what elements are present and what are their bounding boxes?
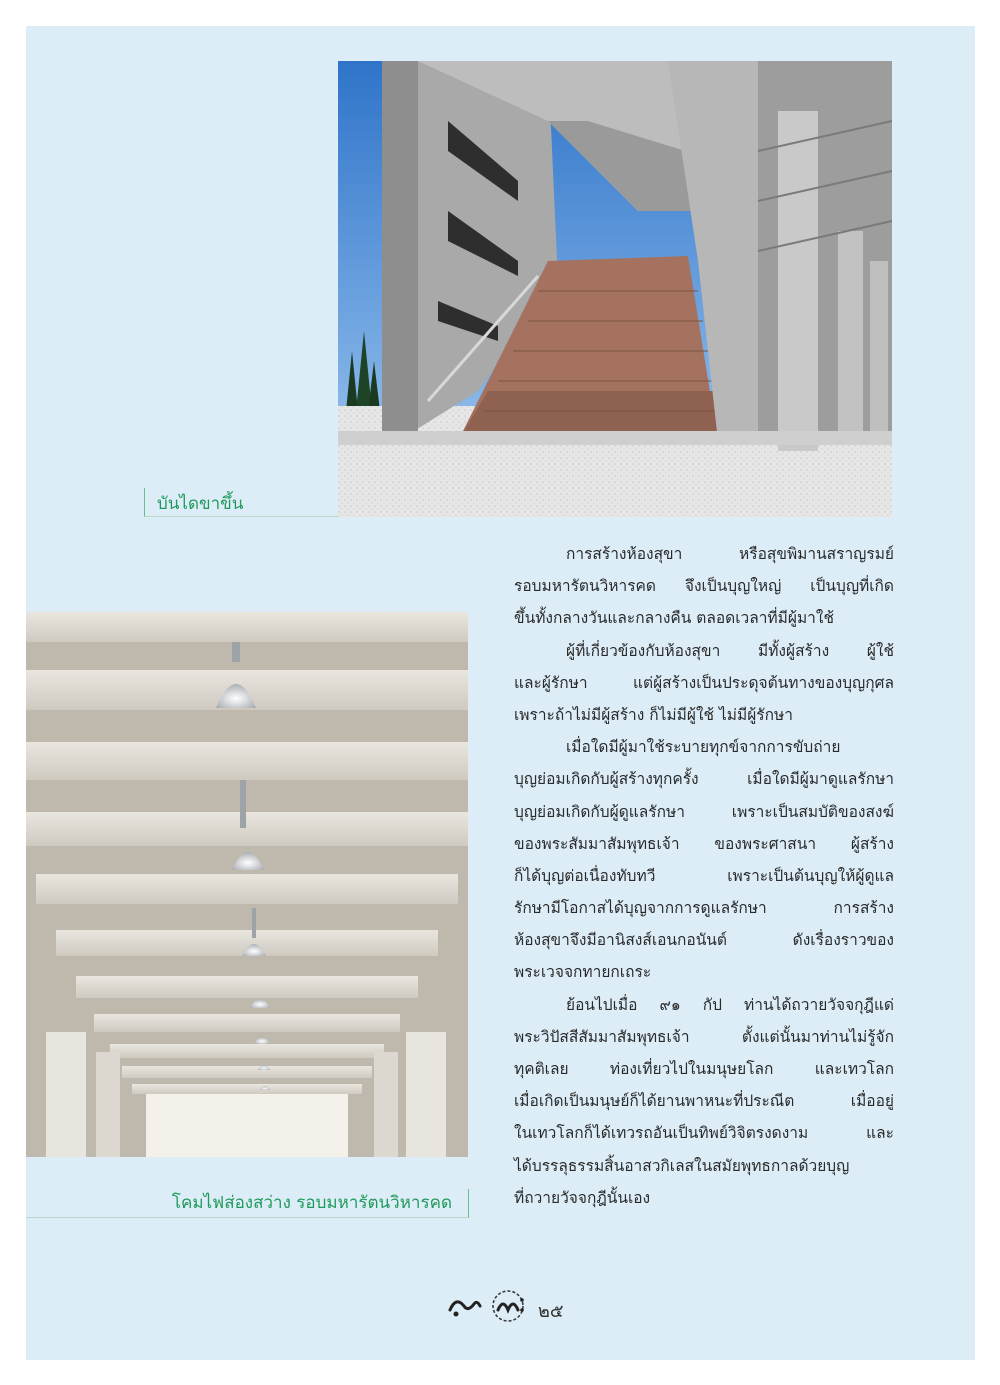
body-line: บุญย่อมเกิดกับผู้ดูแลรักษา เพราะเป็นสมบัติของสงฆ์: [514, 802, 894, 821]
body-line: พระเวจจกทายกเถระ: [514, 963, 652, 982]
body-line: ของพระสัมมาสัมพุทธเจ้า ของพระศาสนา ผู้สร้าง: [514, 834, 894, 853]
body-text: [514, 538, 894, 1214]
magazine-logo-icon: [446, 1288, 534, 1324]
page-number: ๒๕: [538, 1301, 564, 1322]
body-line: การสร้างห้องสุขา หรือสุขพิมานสราญรมย์: [566, 545, 894, 563]
ceiling-caption: [26, 1189, 469, 1218]
ceiling-caption-text: โคมไฟส่องสว่าง รอบมหารัตนวิหารคด: [171, 1193, 452, 1213]
body-line: เมื่อเกิดเป็นมนุษย์ก็ได้ยานพาหนะที่ประณีต เมื่ออยู่: [514, 1092, 894, 1111]
body-line: ก็ได้บุญต่อเนื่องทับทวี เพราะเป็นต้นบุญให้ผู้ดูแล: [514, 866, 894, 885]
body-line: บุญย่อมเกิดกับผู้สร้างทุกครั้ง เมื่อใดมีผู้มาดูแลรักษา: [514, 770, 894, 789]
body-line: พระวิปัสสีสัมมาสัมพุทธเจ้า ตั้งแต่นั้นมาท่านไม่รู้จัก: [514, 1027, 894, 1046]
body-line: ได้บรรลุธรรมสิ้นอาสวกิเลสในสมัยพุทธกาลด้วยบุญ: [514, 1156, 850, 1175]
staircase-caption: [144, 488, 339, 517]
ceiling-lamps-photo: [26, 612, 468, 1157]
body-line: รักษามีโอกาสได้บุญจากการดูแลรักษา การสร้าง: [514, 899, 894, 918]
body-line: ขึ้นทั้งกลางวันและกลางคืน ตลอดเวลาที่มีผู้มาใช้: [514, 609, 834, 628]
body-line: เพราะถ้าไม่มีผู้สร้าง ก็ไม่มีผู้ใช้ ไม่มีผู้รักษา: [514, 705, 793, 724]
staircase-caption-text: บันไดขาขึ้น: [157, 494, 244, 514]
body-line: ห้องสุขาจึงมีอานิสงส์เอนกอนันต์ ดังเรื่องราวของ: [514, 931, 894, 950]
body-line: และผู้รักษา แต่ผู้สร้างเป็นประดุจต้นทางของบุญกุศล: [514, 673, 894, 692]
staircase-photo: [338, 61, 892, 517]
body-line: ผู้ที่เกี่ยวข้องกับห้องสุขา มีทั้งผู้สร้าง ผู้ใช้: [566, 641, 894, 660]
body-line: ทุคติเลย ท่องเที่ยวไปในมนุษยโลก และเทวโลก: [514, 1060, 894, 1078]
body-line: เมื่อใดมีผู้มาใช้ระบายทุกข์จากการขับถ่าย: [566, 738, 841, 757]
page-footer: [446, 1284, 606, 1324]
body-line: ในเทวโลกก็ได้เทวรถอันเป็นทิพย์วิจิตรงดงาม และ: [514, 1124, 894, 1143]
body-line: รอบมหารัตนวิหารคด จึงเป็นบุญใหญ่ เป็นบุญที่เกิด: [514, 577, 894, 596]
body-line: ย้อนไปเมื่อ ๙๑ กัป ท่านได้ถวายวัจจกุฎีแด่: [566, 995, 894, 1014]
page-panel: [26, 26, 975, 1360]
body-line: ที่ถวายวัจจกุฎีนั้นเอง: [514, 1188, 651, 1207]
